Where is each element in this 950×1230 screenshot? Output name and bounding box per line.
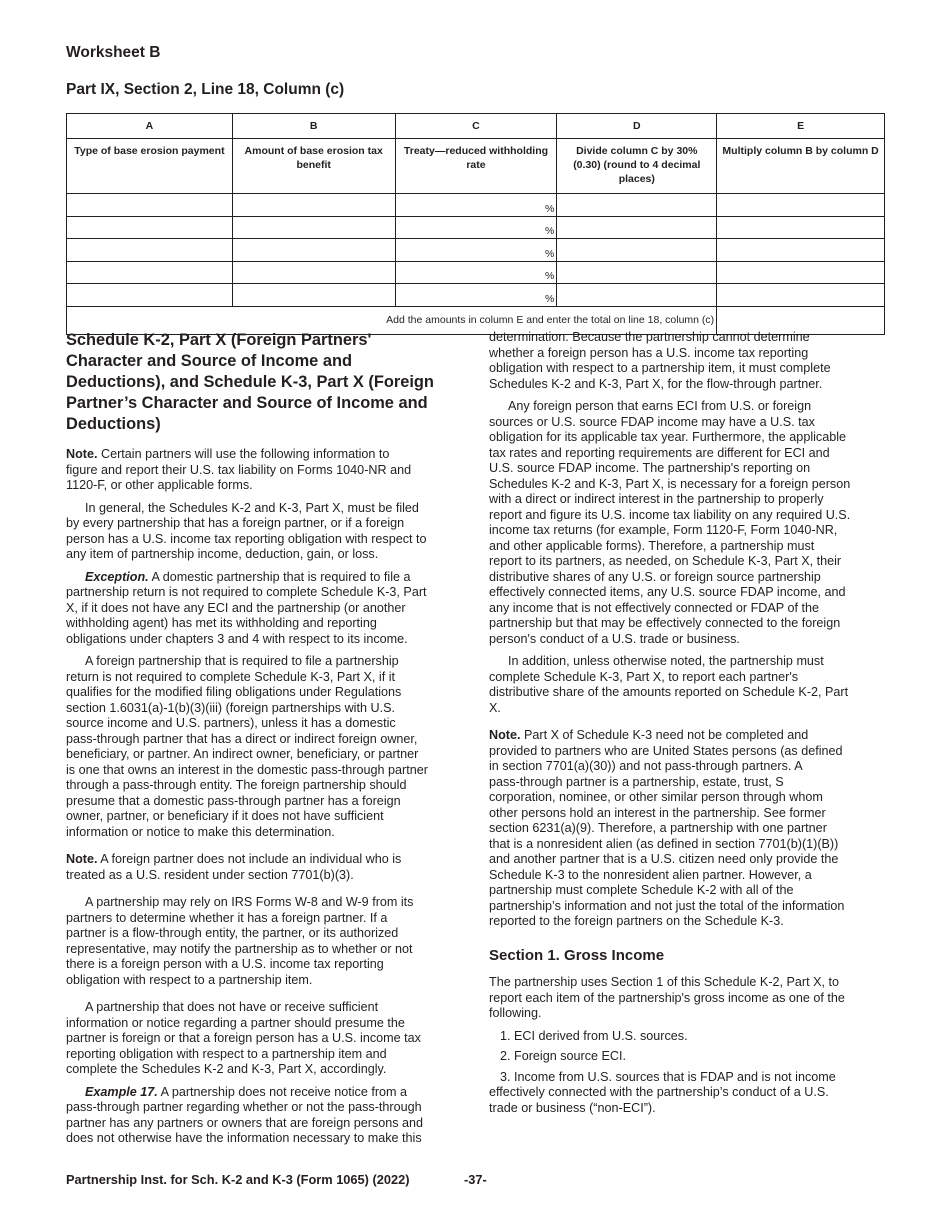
cell-e[interactable]	[717, 239, 885, 262]
cell-a[interactable]	[67, 284, 233, 307]
cell-c[interactable]: %	[395, 216, 557, 239]
worksheet-subtitle: Part IX, Section 2, Line 18, Column (c)	[66, 81, 345, 98]
note-paragraph	[66, 447, 482, 494]
cell-a[interactable]	[67, 239, 233, 262]
paragraph: The partnership uses Section 1 of this Schedule K-2, Part X, to report each item of the partnership's gross income as one of the following.	[489, 975, 845, 1020]
paragraph: A foreign partnership that is required to file a partnership return is not required to complete Schedule K-3, Part X, if it qualifies for the modified filing obligations under Regulations section 1.6031(a)-1(b)(3)(iii) (foreign partnerships with U.S. source income and U.S. partners), unless it has a domestic pass-through partner that has a direct or indirect foreign owner, beneficiary, or partner. An indirect owner, beneficiary, or partner is one that owns an interest in the domestic pass-through partner through a pass-through entity. The foreign partnership should presume that a domestic pass-through partner has a foreign owner, partner, or beneficiary if it does not have sufficient information or notice to make this determination.	[66, 654, 428, 839]
cell-b[interactable]	[232, 216, 395, 239]
column-letter: B	[232, 114, 395, 139]
cell-d[interactable]	[557, 194, 717, 217]
list-item: 3. Income from U.S. sources that is FDAP and is not income effectively connected with the partnership’s conduct of a U.S. trade or business (“non-ECI”).	[489, 1069, 836, 1115]
section-1-heading: Section 1. Gross Income	[489, 946, 665, 964]
cell-d[interactable]	[557, 284, 717, 307]
paragraph: Any foreign person that earns ECI from U.S. or foreign sources or U.S. source FDAP income may have a U.S. tax obligation for its applicable tax year. Furthermore, the applicable tax rates and reporting requirements are different for ECI and U.S. source FDAP income. The partnership's reporting on Schedules K-2 and K-3, Part X, is necessary for a foreign person with a direct or indirect interest in the partnership to properly report and figure its U.S. income tax liability on any required U.S. income tax returns (for example, Form 1120-F, Form 1040-NR, and other applicable forms). Therefore, a partnership must report to its partners, as needed, on Schedule K-3, Part X, their distributive shares of any U.S. or foreign source partnership effectively connected items, any U.S. source FDAP income, and any income that is not effectively connected or FDAP of the partnership but that may be effectively connected to the foreign person's conduct of a U.S. trade or business.	[489, 399, 851, 646]
paragraph: determination. Because the partnership cannot determine whether a foreign person has a U.S. income tax reporting obligation with respect to a partnership item, it must complete Schedules K-2 and K-3, Part X, for the flow-through partner.	[489, 330, 831, 391]
note-lead: Note.	[489, 728, 521, 742]
column-letter: A	[67, 114, 233, 139]
table-row	[67, 239, 885, 262]
worksheet-title: Worksheet B	[66, 44, 161, 61]
cell-a[interactable]	[67, 194, 233, 217]
cell-c[interactable]: %	[395, 194, 557, 217]
example-lead: Example 17.	[85, 1084, 158, 1099]
cell-e[interactable]	[717, 216, 885, 239]
worksheet-table	[66, 113, 885, 335]
table-row	[67, 194, 885, 217]
cell-d[interactable]	[557, 239, 717, 262]
note-lead: Note.	[66, 852, 98, 866]
paragraph: In general, the Schedules K-2 and K-3, Part X, must be filed by every partnership that has a foreign partner, or if a foreign person has a U.S. income tax reporting obligation with respect to any item of partnership income, deduction, gain, or loss.	[66, 500, 427, 561]
section-heading: Schedule K-2, Part X (Foreign Partners' Character and Source of Income and Deductions), and Schedule K-3, Part X (Foreign Partner’s Character and Source of Income and Deductions)	[66, 331, 434, 433]
note-text: A foreign partner does not include an individual who is treated as a U.S. resident under section 7701(b)(3).	[66, 852, 402, 882]
cell-d[interactable]	[557, 261, 717, 284]
column-desc: Multiply column B by column D	[717, 139, 885, 194]
cell-a[interactable]	[67, 216, 233, 239]
right-column	[489, 330, 929, 1121]
exception-lead: Exception.	[85, 569, 149, 584]
note-lead: Note.	[66, 447, 98, 461]
paragraph: In addition, unless otherwise noted, the partnership must complete Schedule K-3, Part X, to report each partner's distributive share of the amounts reported on Schedule K-2, Part X.	[489, 654, 849, 715]
paragraph: A partnership that does not have or receive sufficient information or notice regarding a partner should presume the partner is foreign or that a foreign person has a U.S. income tax reporting obligation with respect to a partnership item and complete the Schedules K-2 and K-3, Part X, accordingly.	[66, 1000, 421, 1076]
example-paragraph	[66, 1085, 482, 1147]
column-letter: E	[717, 114, 885, 139]
page-number: -37-	[464, 1172, 487, 1187]
list-item: 2. Foreign source ECI.	[500, 1049, 626, 1063]
table-row	[67, 216, 885, 239]
table-row	[67, 261, 885, 284]
exception-text: A domestic partnership that is required to file a partnership return is not required to complete Schedule K-3, Part X, if it does not have any ECI and the partnership (or another withholding agent) has met its withholding and reporting obligations under chapters 3 and 4 with respect to its income.	[66, 569, 427, 646]
column-letter: C	[395, 114, 557, 139]
column-desc: Amount of base erosion tax benefit	[232, 139, 395, 194]
list-item: 1. ECI derived from U.S. sources.	[500, 1028, 688, 1043]
cell-c[interactable]: %	[395, 261, 557, 284]
note-paragraph	[489, 728, 929, 930]
note-text: Part X of Schedule K-3 need not be completed and provided to partners who are United States persons (as defined in section 7701(a)(30)) and not pass-through partners. A pass-through partner is a partnership, estate, trust, S corporation, nominee, or other similar person through whom other persons hold an interest in the partnership. See former section 6231(a)(9). Therefore, a partnership with one partner that is a nonresident alien (as defined in section 7701(b)(1)(B)) and another partner that is a U.S. citizen need only provide the Schedule K-3 to the nonresident alien partner. However, a partnership must complete Schedule K-2 with all of the partnership’s information and not just the total of the information reported to the foreign partners on the Schedule K-3.	[489, 728, 845, 928]
cell-c[interactable]: %	[395, 239, 557, 262]
cell-b[interactable]	[232, 261, 395, 284]
column-desc: Treaty—reduced withholding rate	[395, 139, 557, 194]
column-desc: Divide column C by 30% (0.30) (round to 4 decimal places)	[557, 139, 717, 194]
example-text: A partnership does not receive notice from a pass-through partner regarding whether or not the pass-through partner has any partners or owners that are foreign persons and does not otherwise have the information necessary to make this	[66, 1084, 424, 1145]
cell-d[interactable]	[557, 216, 717, 239]
cell-e[interactable]	[717, 194, 885, 217]
table-row	[67, 284, 885, 307]
exception-paragraph	[66, 570, 482, 648]
total-label: Add the amounts in column E and enter the total on line 18, column (c)	[67, 306, 717, 334]
cell-b[interactable]	[232, 284, 395, 307]
cell-e[interactable]	[717, 284, 885, 307]
column-descriptions-row	[67, 139, 885, 194]
cell-c[interactable]: %	[395, 284, 557, 307]
footer-title: Partnership Inst. for Sch. K-2 and K-3 (Form 1065) (2022)	[66, 1172, 410, 1187]
column-letters-row	[67, 114, 885, 139]
cell-e[interactable]	[717, 261, 885, 284]
cell-a[interactable]	[67, 261, 233, 284]
paragraph: A partnership may rely on IRS Forms W-8 and W-9 from its partners to determine whether it has a foreign partner. If a partner is a flow-through entity, the partner, or its authorized representative, may notify the partnership as to whether or not there is a foreign person with a U.S. income tax reporting obligation with respect to a partnership item.	[66, 895, 414, 987]
column-desc: Type of base erosion payment	[67, 139, 233, 194]
column-letter: D	[557, 114, 717, 139]
cell-b[interactable]	[232, 239, 395, 262]
note-paragraph	[66, 852, 482, 883]
note-text: Certain partners will use the following information to figure and report their U.S. tax liability on Forms 1040-NR and 1120-F, or other applicable forms.	[66, 447, 412, 492]
cell-b[interactable]	[232, 194, 395, 217]
left-column	[66, 330, 482, 1154]
